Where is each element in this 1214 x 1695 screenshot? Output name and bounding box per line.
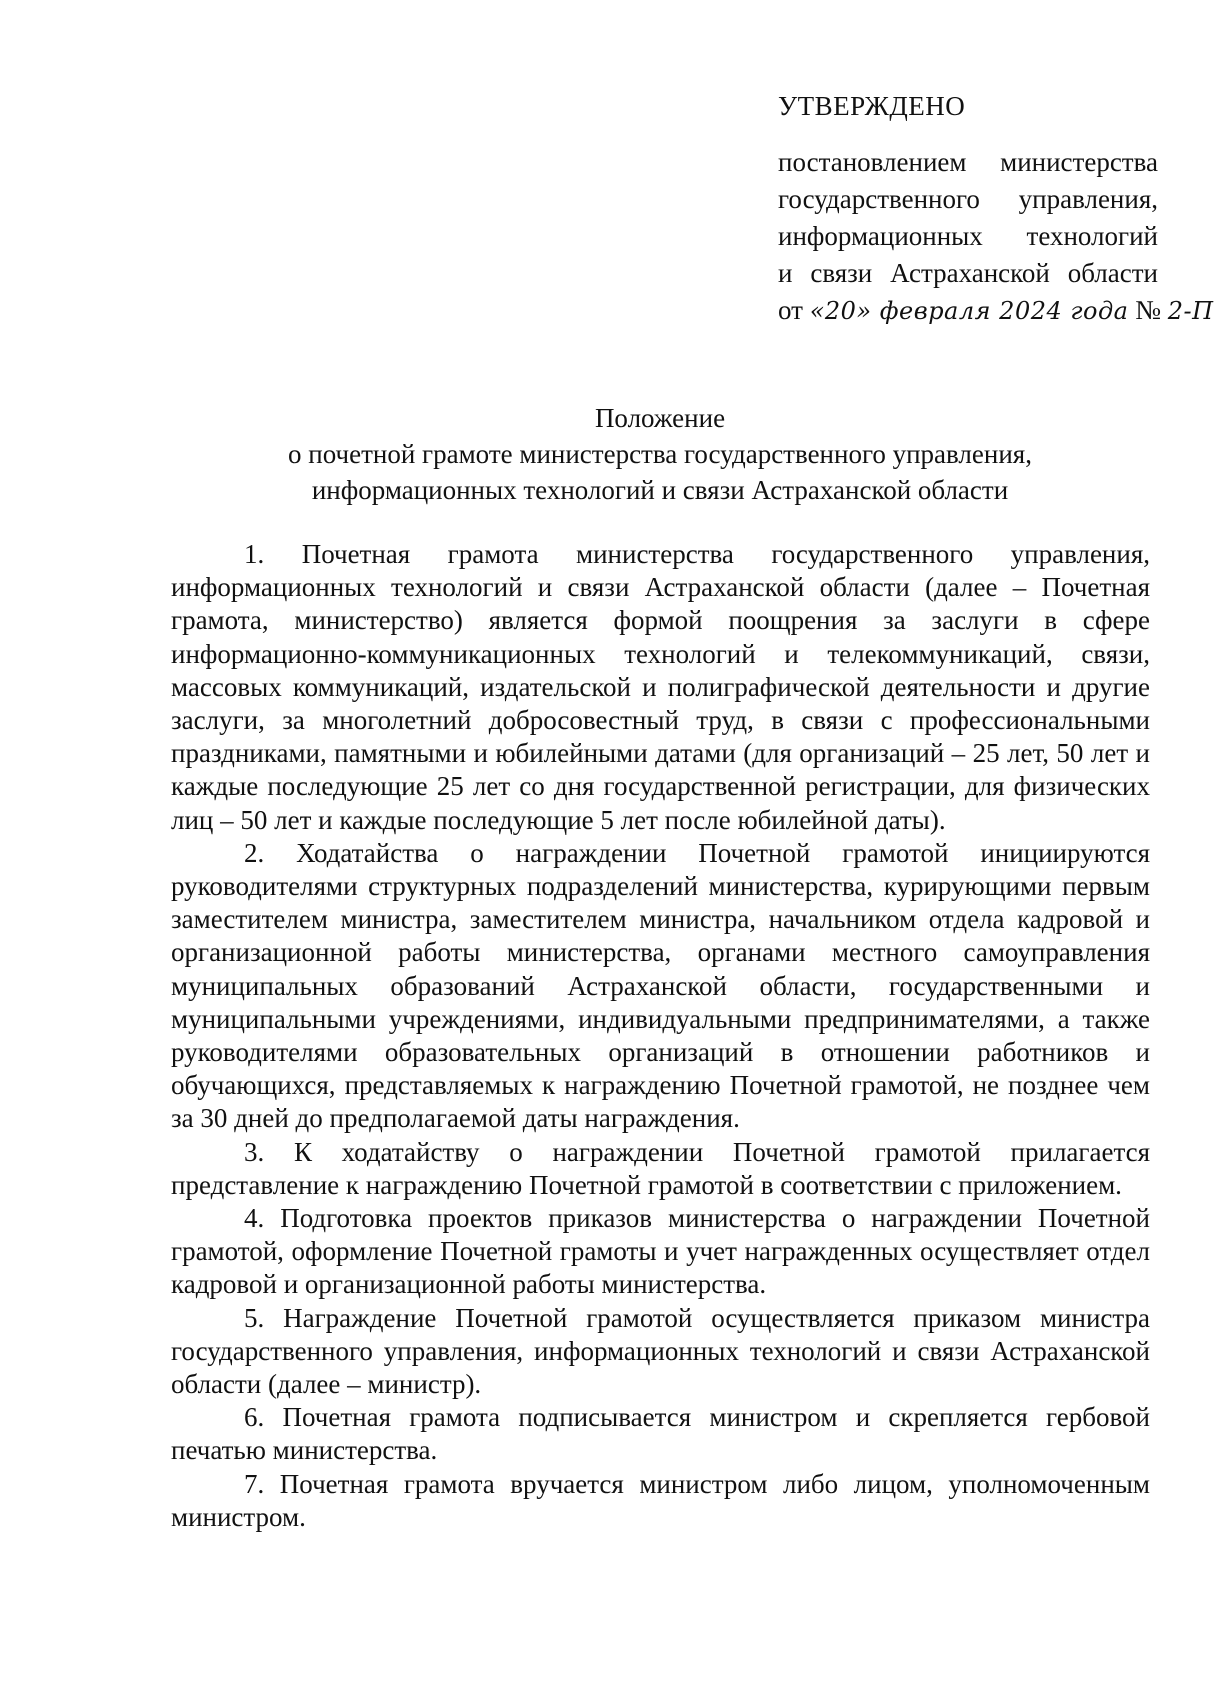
approval-line-4: и связи Астраханской области — [778, 258, 1158, 288]
paragraph-6: 6. Почетная грамота подписывается министром и скрепляется гербовой печатью министерства. — [171, 1402, 1150, 1466]
approval-date-line — [778, 292, 1214, 330]
paragraph-7: 7. Почетная грамота вручается министром либо лицом, уполномоченным министром. — [171, 1468, 1150, 1532]
approval-stamp — [778, 86, 1214, 330]
handwritten-date: «20» февраля 2024 года — [809, 297, 1129, 325]
paragraph-1: 1. Почетная грамота министерства государственного управления, информационных технологий и связи Астраханской области (далее – Почетная грамота, министерство) является формой поощрения за заслуги в сфере информационно-коммуникационных технологий и телекоммуникаций, связи, массовых коммуникаций, издательской и полиграфической деятельности и другие заслуги, за многолетний добросовестный труд, в связи с профессиональными праздниками, памятными и юбилейными датами (для организаций – 25 лет, 50 лет и каждые последующие 25 лет со дня государственной регистрации, для физических лиц – 50 лет и каждые последующие 5 лет после юбилейной даты). — [171, 539, 1150, 835]
title-line-3: информационных технологий и связи Астраханской области — [311, 475, 1009, 505]
approval-line-3: информационных технологий — [778, 221, 1158, 251]
title-line-2: о почетной грамоте министерства государственного управления, — [288, 439, 1032, 469]
approval-line-2: государственного управления, — [778, 184, 1158, 214]
handwritten-number: 2-П — [1167, 297, 1214, 325]
title-line-1: Положение — [594, 403, 726, 433]
paragraph-2: 2. Ходатайства о награждении Почетной грамотой инициируются руководителями структурных подразделений министерства, курирующими первым заместителем министра, заместителем министра, начальником отдела кадровой и организационной работы министерства, органами местного самоуправления муниципальных образований Астраханской области, государственными и муниципальными учреждениями, индивидуальными предпринимателями, а также руководителями образовательных организаций в отношении работников и обучающихся, представляемых к награждению Почетной грамотой, не позднее чем за 30 дней до предполагаемой даты награждения. — [171, 837, 1150, 1134]
approval-line-1: постановлением министерства — [778, 147, 1158, 177]
approval-heading: УТВЕРЖДЕНО — [778, 91, 966, 121]
date-prefix: от — [778, 295, 803, 325]
document-title — [170, 400, 1150, 508]
document-body — [171, 538, 1150, 1534]
paragraph-5: 5. Награждение Почетной грамотой осуществляется приказом министра государственного управления, информационных технологий и связи Астраханской области (далее – министр). — [171, 1302, 1150, 1400]
number-prefix: № — [1135, 295, 1161, 325]
paragraph-3: 3. К ходатайству о награждении Почетной грамотой прилагается представление к награждению Почетной грамотой в соответствии с приложением. — [171, 1136, 1150, 1200]
paragraph-4: 4. Подготовка проектов приказов министерства о награждении Почетной грамотой, оформление Почетной грамоты и учет награжденных осуществляет отдел кадровой и организационной работы министерства. — [171, 1203, 1150, 1300]
